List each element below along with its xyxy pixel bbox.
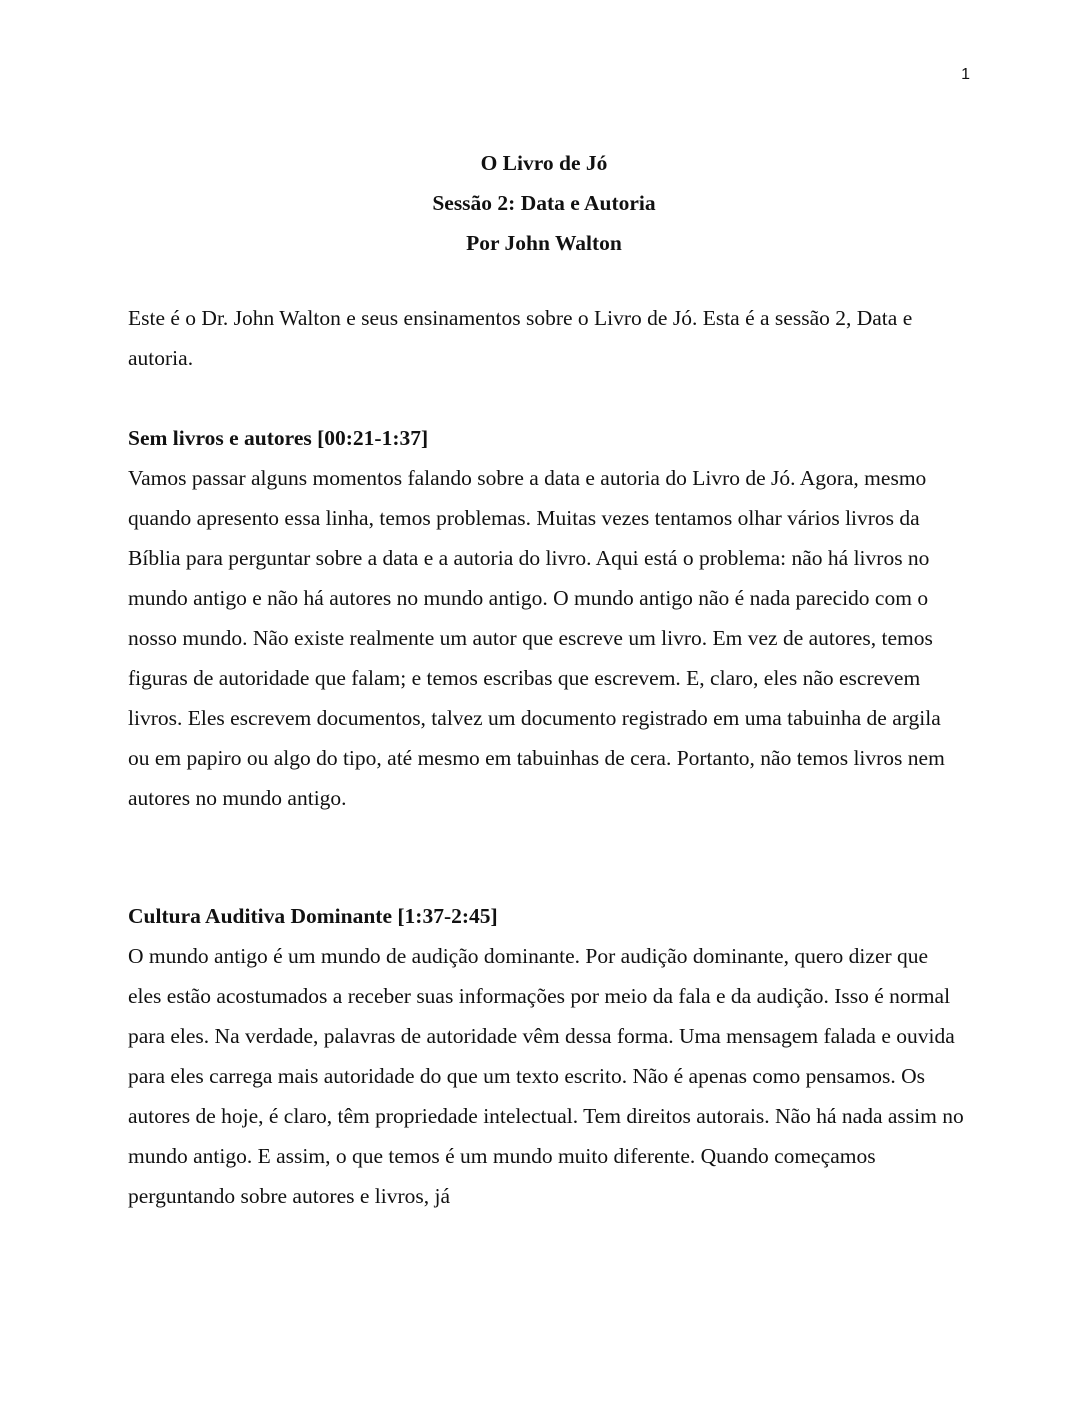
section-heading: Sem livros e autores [00:21-1:37] xyxy=(128,426,429,450)
title-block xyxy=(0,143,1088,263)
section-heading: Cultura Auditiva Dominante [1:37-2:45] xyxy=(128,904,498,928)
document-author: Por John Walton xyxy=(466,231,622,255)
document-subtitle: Sessão 2: Data e Autoria xyxy=(432,191,656,215)
intro-section xyxy=(128,298,964,378)
section-no-books-authors xyxy=(128,418,964,818)
section-auditory-culture xyxy=(128,896,964,1216)
section-paragraph: O mundo antigo é um mundo de audição dominante. Por audição dominante, quero dizer que eles estão acostumados a receber suas informações por meio da fala e da audição. Isso é normal para eles. Na verdade, palavras de autoridade vêm dessa forma. Uma mensagem falada e ouvida para eles carrega mais autoridade do que um texto escrito. Não é apenas como pensamos. Os autores de hoje, é claro, têm propriedade intelectual. Tem direitos autorais. Não há nada assim no mundo antigo. E assim, o que temos é um mundo muito diferente. Quando começamos perguntando sobre autores e livros, já xyxy=(128,944,964,1208)
page-number: 1 xyxy=(961,66,970,83)
intro-paragraph: Este é o Dr. John Walton e seus ensinamentos sobre o Livro de Jó. Esta é a sessão 2, Data e autoria. xyxy=(128,306,913,370)
document-title: O Livro de Jó xyxy=(480,151,608,175)
section-paragraph: Vamos passar alguns momentos falando sobre a data e autoria do Livro de Jó. Agora, mesmo quando apresento essa linha, temos problemas. Muitas vezes tentamos olhar vários livros da Bíblia para perguntar sobre a data e a autoria do livro. Aqui está o problema: não há livros no mundo antigo e não há autores no mundo antigo. O mundo antigo não é nada parecido com o nosso mundo. Não existe realmente um autor que escreve um livro. Em vez de autores, temos figuras de autoridade que falam; e temos escribas que escrevem. E, claro, eles não escrevem livros. Eles escrevem documentos, talvez um documento registrado em uma tabuinha de argila ou em papiro ou algo do tipo, até mesmo em tabuinhas de cera. Portanto, não temos livros nem autores no mundo antigo. xyxy=(128,466,945,810)
